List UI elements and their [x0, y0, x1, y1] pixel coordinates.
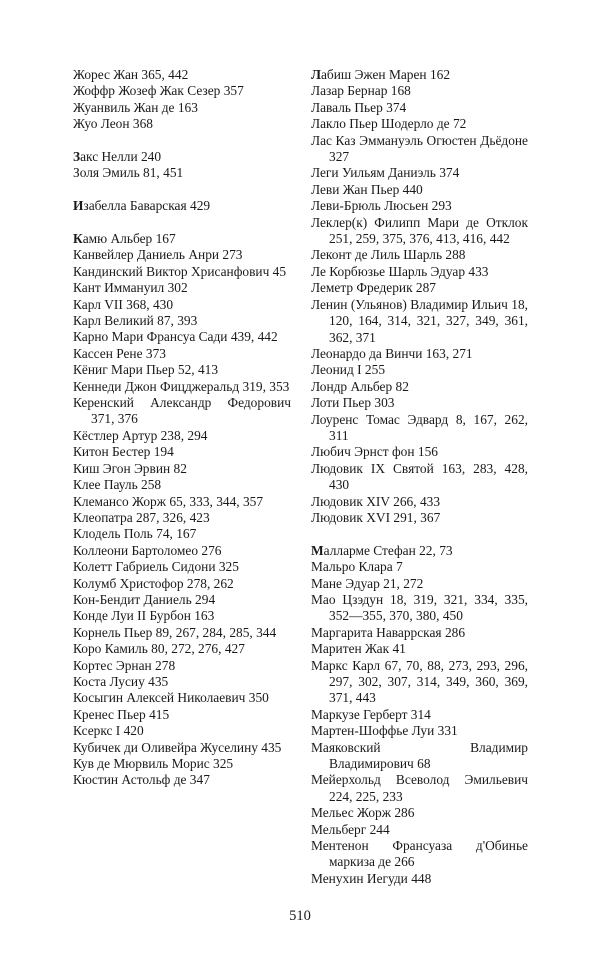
index-entry-text: Кассен Рене 373 — [73, 345, 166, 361]
index-entry-text: Коро Камиль 80, 272, 276, 427 — [73, 641, 245, 657]
index-entry — [311, 346, 528, 362]
index-entry — [73, 428, 291, 444]
index-entry — [73, 576, 291, 592]
index-entry — [73, 510, 291, 526]
index-entry — [311, 395, 528, 411]
index-entry — [311, 576, 528, 592]
index-entry — [311, 543, 528, 559]
index-entry — [311, 247, 528, 263]
index-entry-text: Маргарита Наваррская 286 — [311, 624, 466, 640]
index-right-column — [311, 67, 528, 887]
index-entry-text: Косыгин Алексей Николаевич 350 — [73, 690, 269, 706]
index-entry — [311, 838, 528, 871]
index-entry — [73, 477, 291, 493]
index-entry-text: Маркузе Герберт 314 — [311, 706, 431, 722]
index-entry-text: Кортес Эрнан 278 — [73, 657, 176, 673]
index-entry — [73, 543, 291, 559]
index-entry-text: Кубичек ди Оливейра Жуселину 435 — [73, 739, 282, 755]
index-entry-text: Жуо Леон 368 — [73, 116, 153, 132]
index-entry — [73, 280, 291, 296]
index-entry — [73, 674, 291, 690]
index-entry — [73, 362, 291, 378]
index-entry-text: Карл VII 368, 430 — [73, 296, 174, 312]
index-entry-text: Леви-Брюль Люсьен 293 — [311, 198, 452, 214]
index-entry-text: Лоуренс Томас Эдвард 8, 167, 262, 311 — [311, 411, 528, 443]
index-entry-text: Мартен-Шоффье Луи 331 — [311, 723, 458, 739]
index-entry-text: Кренес Пьер 415 — [73, 706, 170, 722]
index-entry-text: Жорес Жан 365, 442 — [73, 67, 189, 82]
index-entry-text: Людовик XIV 266, 433 — [311, 493, 441, 509]
index-entry-text: Любич Эрнст фон 156 — [311, 444, 438, 460]
index-entry — [311, 412, 528, 445]
index-entry — [73, 690, 291, 706]
index-entry — [73, 756, 291, 772]
index-entry-text: Леонид I 255 — [311, 362, 386, 378]
page-number: 510 — [289, 908, 311, 924]
index-entry-text: Мельберг 244 — [311, 821, 390, 837]
index-entry-text: Кандинский Виктор Хрисанфович 45 — [73, 263, 287, 279]
index-entry — [311, 280, 528, 296]
index-entry — [311, 871, 528, 887]
index-entry — [73, 723, 291, 739]
index-entry — [73, 346, 291, 362]
index-entry-text: Маркс Карл 67, 70, 88, 273, 293, 296, 297, 302, 307, 314, 349, 360, 369, 371, 443 — [311, 657, 528, 706]
index-entry — [73, 67, 291, 83]
index-entry-text: Леметр Фредерик 287 — [311, 280, 437, 296]
index-entry-text: Корнель Пьер 89, 267, 284, 285, 344 — [73, 624, 277, 640]
index-entry — [311, 510, 528, 526]
index-entry-text: Леклер(к) Филипп Мари де Отклок 251, 259, 375, 376, 413, 416, 442 — [311, 214, 528, 247]
index-entry — [311, 592, 528, 625]
index-entry — [73, 379, 291, 395]
index-entry-text: Ментенон Франсуаза д'Обинье маркиза де 266 — [311, 838, 528, 870]
index-entry-text: Кув де Мюрвиль Морис 325 — [73, 756, 234, 772]
index-entry-text: Кёниг Мари Пьер 52, 413 — [73, 362, 219, 378]
index-entry — [73, 707, 291, 723]
index-entry — [73, 608, 291, 624]
index-entry-text: Мальро Клара 7 — [311, 559, 403, 575]
index-entry-text: Людовик XVI 291, 367 — [311, 509, 441, 525]
index-entry — [73, 198, 291, 214]
index-entry — [311, 100, 528, 116]
index-entry — [73, 231, 291, 247]
index-entry-text: Ле Корбюзье Шарль Эдуар 433 — [311, 263, 489, 279]
index-entry — [311, 165, 528, 181]
index-entry — [311, 67, 528, 83]
index-entry-text: забелла Баварская 429 — [83, 198, 211, 214]
index-entry-text: Колетт Габриель Сидони 325 — [73, 559, 239, 575]
section-gap — [73, 215, 291, 231]
index-entry — [311, 362, 528, 378]
index-entry-text: Жуанвиль Жан де 163 — [73, 99, 198, 115]
index-entry — [311, 822, 528, 838]
index-entry-text: Мельес Жорж 286 — [311, 805, 415, 821]
index-entry — [73, 641, 291, 657]
index-entry — [73, 247, 291, 263]
index-entry — [311, 559, 528, 575]
index-entry — [311, 297, 528, 346]
index-entry — [311, 83, 528, 99]
index-entry — [73, 395, 291, 428]
index-entry — [73, 461, 291, 477]
index-entry-text: Карно Мари Франсуа Сади 439, 442 — [73, 329, 278, 345]
index-entry-text: Мане Эдуар 21, 272 — [311, 575, 424, 591]
section-initial-letter: З — [73, 149, 81, 165]
index-entry — [73, 165, 291, 181]
index-entry-text: Маяковский Владимир Владимирович 68 — [311, 739, 528, 772]
index-entry-text: Колумб Христофор 278, 262 — [73, 575, 234, 591]
index-entry-text: Кёстлер Артур 238, 294 — [73, 427, 208, 443]
index-entry-text: алларме Стефан 22, 73 — [323, 542, 453, 558]
index-entry-text: Леонардо да Винчи 163, 271 — [311, 345, 473, 361]
index-entry-text: Мейерхольд Всеволод Эмильевич 224, 225, 233 — [311, 772, 528, 804]
index-entry — [73, 658, 291, 674]
index-entry-text: Ксеркс I 420 — [73, 723, 144, 739]
index-entry-text: Лакло Пьер Шодерло де 72 — [311, 116, 467, 132]
index-entry-text: Маритен Жак 41 — [311, 641, 406, 657]
index-entry — [73, 592, 291, 608]
index-entry — [73, 297, 291, 313]
index-entry-text: абиш Эжен Марен 162 — [320, 67, 451, 82]
index-entry-text: Людовик IX Святой 163, 283, 428, 430 — [311, 460, 528, 493]
index-entry-text: Коста Лусиу 435 — [73, 673, 169, 689]
index-entry-text: Лас Каз Эммануэль Огюстен Дьёдоне 327 — [311, 132, 528, 165]
index-entry — [73, 772, 291, 788]
index-entry — [311, 740, 528, 773]
index-entry — [311, 494, 528, 510]
index-entry — [311, 379, 528, 395]
section-initial-letter: Л — [311, 67, 321, 82]
index-entry — [73, 100, 291, 116]
index-entry — [73, 329, 291, 345]
index-entry — [311, 444, 528, 460]
index-entry — [311, 641, 528, 657]
index-entry — [73, 526, 291, 542]
index-entry — [311, 133, 528, 166]
index-entry — [73, 313, 291, 329]
index-entry — [73, 149, 291, 165]
index-entry-text: акс Нелли 240 — [80, 149, 162, 165]
index-entry-text: Ленин (Ульянов) Владимир Ильич 18, 120, 164, 314, 321, 327, 349, 361, 362, 371 — [311, 296, 528, 345]
index-entry-text: Лоти Пьер 303 — [311, 395, 395, 411]
index-entry — [311, 215, 528, 248]
index-entry — [311, 707, 528, 723]
index-entry — [311, 198, 528, 214]
index-entry-text: Клодель Поль 74, 167 — [73, 526, 197, 542]
index-entry — [73, 83, 291, 99]
index-entry-text: Золя Эмиль 81, 451 — [73, 165, 184, 181]
section-gap — [73, 182, 291, 198]
index-entry-text: Леги Уильям Даниэль 374 — [311, 165, 460, 181]
index-entry — [311, 805, 528, 821]
section-gap — [311, 526, 528, 542]
index-entry-text: Керенский Александр Федорович 371, 376 — [73, 395, 291, 427]
index-entry — [311, 658, 528, 707]
index-entry — [311, 772, 528, 805]
section-initial-letter: К — [73, 231, 83, 247]
section-initial-letter: М — [311, 542, 324, 558]
index-entry-text: Леви Жан Пьер 440 — [311, 181, 423, 197]
index-entry-text: Конде Луи II Бурбон 163 — [73, 608, 215, 624]
section-gap — [73, 133, 291, 149]
index-entry — [311, 116, 528, 132]
index-entry — [73, 740, 291, 756]
section-initial-letter: И — [73, 198, 84, 214]
index-entry — [73, 559, 291, 575]
index-entry-text: Лондр Альбер 82 — [311, 378, 409, 394]
index-entry-text: Лаваль Пьер 374 — [311, 99, 407, 115]
index-entry-text: Клемансо Жорж 65, 333, 344, 357 — [73, 493, 264, 509]
index-entry-text: Клеопатра 287, 326, 423 — [73, 509, 210, 525]
index-entry-text: Жоффр Жозеф Жак Сезер 357 — [73, 83, 244, 99]
index-entry-text: Киш Эгон Эрвин 82 — [73, 460, 187, 476]
index-entry-text: Менухин Иегуди 448 — [311, 870, 432, 886]
index-entry-text: Леконт де Лиль Шарль 288 — [311, 247, 466, 263]
index-entry-text: амю Альбер 167 — [82, 231, 176, 247]
index-entry — [311, 723, 528, 739]
index-entry — [73, 116, 291, 132]
index-entry-text: Кон-Бендит Даниель 294 — [73, 591, 216, 607]
index-left-column — [73, 67, 291, 789]
index-entry-text: Карл Великий 87, 393 — [73, 313, 198, 329]
index-entry — [73, 625, 291, 641]
index-entry-text: Лазар Бернар 168 — [311, 83, 411, 99]
index-entry-text: Китон Бестер 194 — [73, 444, 174, 460]
index-entry — [311, 625, 528, 641]
index-entry — [73, 264, 291, 280]
index-entry — [73, 444, 291, 460]
index-entry — [311, 264, 528, 280]
index-entry-text: Коллеони Бартоломео 276 — [73, 542, 222, 558]
index-entry — [311, 461, 528, 494]
index-entry — [311, 182, 528, 198]
index-entry-text: Кант Иммануил 302 — [73, 280, 188, 296]
index-entry — [73, 494, 291, 510]
index-entry-text: Кюстин Астольф де 347 — [73, 772, 210, 788]
index-entry-text: Канвейлер Даниель Анри 273 — [73, 247, 243, 263]
index-entry-text: Кеннеди Джон Фицджеральд 319, 353 — [73, 378, 290, 394]
index-entry-text: Мао Цзэдун 18, 319, 321, 334, 335, 352—355, 370, 380, 450 — [311, 591, 528, 624]
index-entry-text: Клее Пауль 258 — [73, 477, 162, 493]
